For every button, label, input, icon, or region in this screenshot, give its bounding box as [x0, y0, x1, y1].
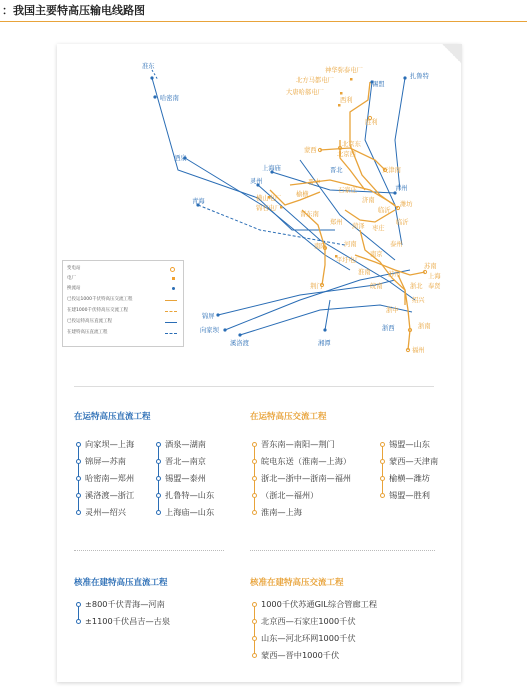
label-tianjinnan: 天津南 — [382, 167, 401, 174]
label-jiuquan: 酒泉 — [174, 155, 187, 162]
label-xili: 西利 — [340, 97, 353, 104]
dc-running-line-icon — [165, 322, 177, 323]
label-xiangtan: 湘潭 — [318, 340, 331, 347]
legend-label: 在建1000千伏特高压交流工程 — [67, 308, 128, 313]
dc-line-xiangjiaba — [225, 270, 410, 330]
list-item: 浙北—浙中—浙南—福州 — [252, 470, 351, 487]
label-huainan: 淮南 — [358, 269, 371, 276]
label-jinping: 锦屏 — [202, 313, 215, 320]
list-item: 蒙西—天津南 — [380, 453, 438, 470]
legend-label: 在建特高压直流工程 — [67, 330, 108, 335]
label-beijingxi: 北京西 — [337, 151, 356, 158]
label-jindongnan: 晋东南 — [300, 211, 319, 218]
list-item: 酒泉—湖南 — [156, 436, 214, 453]
legend-row — [67, 265, 179, 273]
list-item: 扎鲁特—山东 — [156, 487, 214, 504]
label-zhalute: 扎鲁特 — [410, 73, 429, 80]
label-weifang: 潍坊 — [400, 201, 413, 208]
label-zhezhong: 浙中 — [386, 307, 399, 314]
label-beifang: 北方马都电厂 — [296, 77, 334, 84]
divider — [250, 550, 435, 551]
divider — [74, 386, 434, 387]
legend-row — [67, 307, 179, 315]
substation-icon — [170, 267, 175, 272]
label-hengshan: 横山电厂 — [256, 195, 282, 202]
label-jingmen: 荆门 — [310, 283, 323, 290]
page-title: ：我国主要特高压输电线路图 — [0, 0, 527, 22]
list-item: 哈密南—郑州 — [76, 470, 134, 487]
label-linyi: 临沂 — [378, 207, 391, 214]
label-sunan: 苏南 — [424, 263, 437, 270]
list-item: 溪洛渡—浙江 — [76, 487, 134, 504]
list-item: 锡盟—山东 — [380, 436, 438, 453]
label-xiluodu: 溪洛渡 — [230, 340, 249, 347]
label-fengxian: 奉贤 — [428, 283, 441, 290]
label-heze: 菏泽 — [352, 223, 365, 230]
dc-approved-list — [76, 596, 170, 630]
label-qinghai: 青海 — [192, 198, 205, 205]
label-linyi2: 临沂 — [396, 219, 409, 226]
label-hamimi: 哈密南 — [160, 95, 179, 102]
label-jinan: 济南 — [362, 197, 375, 204]
legend-row — [67, 275, 179, 283]
dc-line-xiangtan — [325, 300, 330, 330]
ac-approved-list — [252, 596, 377, 664]
list-item: 山东—河北环网1000千伏 — [252, 630, 377, 647]
label-zhexi: 浙西 — [382, 325, 395, 332]
label-xiangjiaba: 向家坝 — [200, 327, 219, 334]
label-fuzhou: 福州 — [412, 347, 425, 354]
label-qingzhou: 青州 — [395, 185, 408, 192]
label-jinshidian: 锦石电厂 — [256, 205, 282, 212]
label-beijingdong: 北京东 — [342, 141, 361, 148]
label-shanghaimiao: 上海庙 — [262, 165, 281, 172]
label-mengxi: 蒙西 — [304, 147, 317, 154]
list-item: 锡盟—泰州 — [156, 470, 214, 487]
label-datang: 大唐哈郝电厂 — [286, 89, 324, 96]
legend-row — [67, 329, 179, 337]
ac-building-line-icon — [165, 311, 177, 312]
dc-running-col2 — [156, 436, 214, 521]
dc-running-col1 — [76, 436, 134, 521]
legend-label: 已投运特高压直流工程 — [67, 319, 112, 324]
list-item: 向家坝—上海 — [76, 436, 134, 453]
label-nanyang: 南阳 — [314, 243, 327, 250]
label-shijiazhuang: 石家庄 — [338, 187, 357, 194]
converter-station-icon — [172, 287, 175, 290]
label-jinbei: 晋北 — [330, 167, 343, 174]
label-shanghai: 上海 — [428, 273, 441, 280]
list-item: 锡盟—胜利 — [380, 487, 438, 504]
list-item: 晋东南—南阳—荆门 — [252, 436, 351, 453]
dc-running-title: 在运特高压直流工程 — [74, 412, 151, 422]
ac-running-col1 — [252, 436, 351, 521]
label-shengli: 胜利 — [365, 119, 378, 126]
legend-label: 换流站 — [67, 286, 81, 291]
label-taizhou: 泰州 — [390, 241, 403, 248]
label-pingyu: 平圩电厂 — [336, 257, 362, 264]
dc-line-hami-zhengzhou — [152, 78, 335, 230]
label-shenhua: 神华弥泰电厂 — [325, 67, 363, 74]
list-item: 榆横—潍坊 — [380, 470, 438, 487]
label-nanjing: 南京 — [370, 251, 383, 258]
label-zhengzhou: 郑州 — [330, 219, 343, 226]
list-item: ±800千伏青海—河南 — [76, 596, 170, 613]
divider — [74, 550, 224, 551]
map-labels-dc — [142, 61, 430, 347]
list-item: 北京西—石家庄1000千伏 — [252, 613, 377, 630]
label-ximeng: 锡盟 — [372, 81, 385, 88]
list-item: ±1100千伏昌吉—古泉 — [76, 613, 170, 630]
dc-line-shanghaimiao — [272, 172, 395, 193]
power-plant-icon — [172, 277, 175, 280]
legend-label: 变电站 — [67, 266, 81, 271]
ac-running-title: 在运特高压交流工程 — [250, 412, 327, 422]
ac-running-col2 — [380, 436, 438, 504]
label-jinzhong: 晋中 — [308, 179, 321, 186]
list-item: 蒙西—晋中1000千伏 — [252, 647, 377, 664]
list-item: 皖电东送（淮南—上海） — [252, 453, 351, 470]
label-zhenan: 浙南 — [418, 323, 431, 330]
label-lingzhou: 灵州 — [250, 178, 263, 185]
map-legend — [62, 260, 184, 347]
label-zhundong: 准东 — [142, 63, 155, 70]
legend-label: 电厂 — [67, 276, 76, 281]
list-item: 晋北—南京 — [156, 453, 214, 470]
dc-building-line-icon — [165, 333, 177, 334]
ac-line-zhejiang-fuzhou — [398, 275, 410, 350]
list-item: 1000千伏苏通GIL综合管廊工程 — [252, 596, 377, 613]
label-yuheng: 榆横 — [296, 191, 309, 198]
list-item: （浙北—福州） — [252, 487, 351, 504]
ac-running-line-icon — [165, 300, 177, 301]
legend-row — [67, 318, 179, 326]
label-zhebei: 浙北 — [410, 283, 423, 290]
list-item: 灵州—绍兴 — [76, 504, 134, 521]
list-item: 上海庙—山东 — [156, 504, 214, 521]
legend-row — [67, 285, 179, 293]
label-suzhou: 苏州 — [388, 271, 401, 278]
list-item: 淮南—上海 — [252, 504, 351, 521]
label-henan: 河南 — [344, 241, 357, 248]
label-zaozhuang: 枣庄 — [372, 225, 385, 232]
legend-row — [67, 296, 179, 304]
ac-approved-title: 核准在建特高压交流工程 — [250, 578, 344, 588]
map-labels-ac — [256, 65, 441, 354]
dc-approved-title: 核准在建特高压直流工程 — [74, 578, 168, 588]
label-wannan: 皖南 — [370, 283, 383, 290]
list-item: 锦屏—苏南 — [76, 453, 134, 470]
legend-label: 已投运1000千伏特高压交流工程 — [67, 297, 133, 302]
label-shaoxing: 绍兴 — [412, 297, 425, 304]
